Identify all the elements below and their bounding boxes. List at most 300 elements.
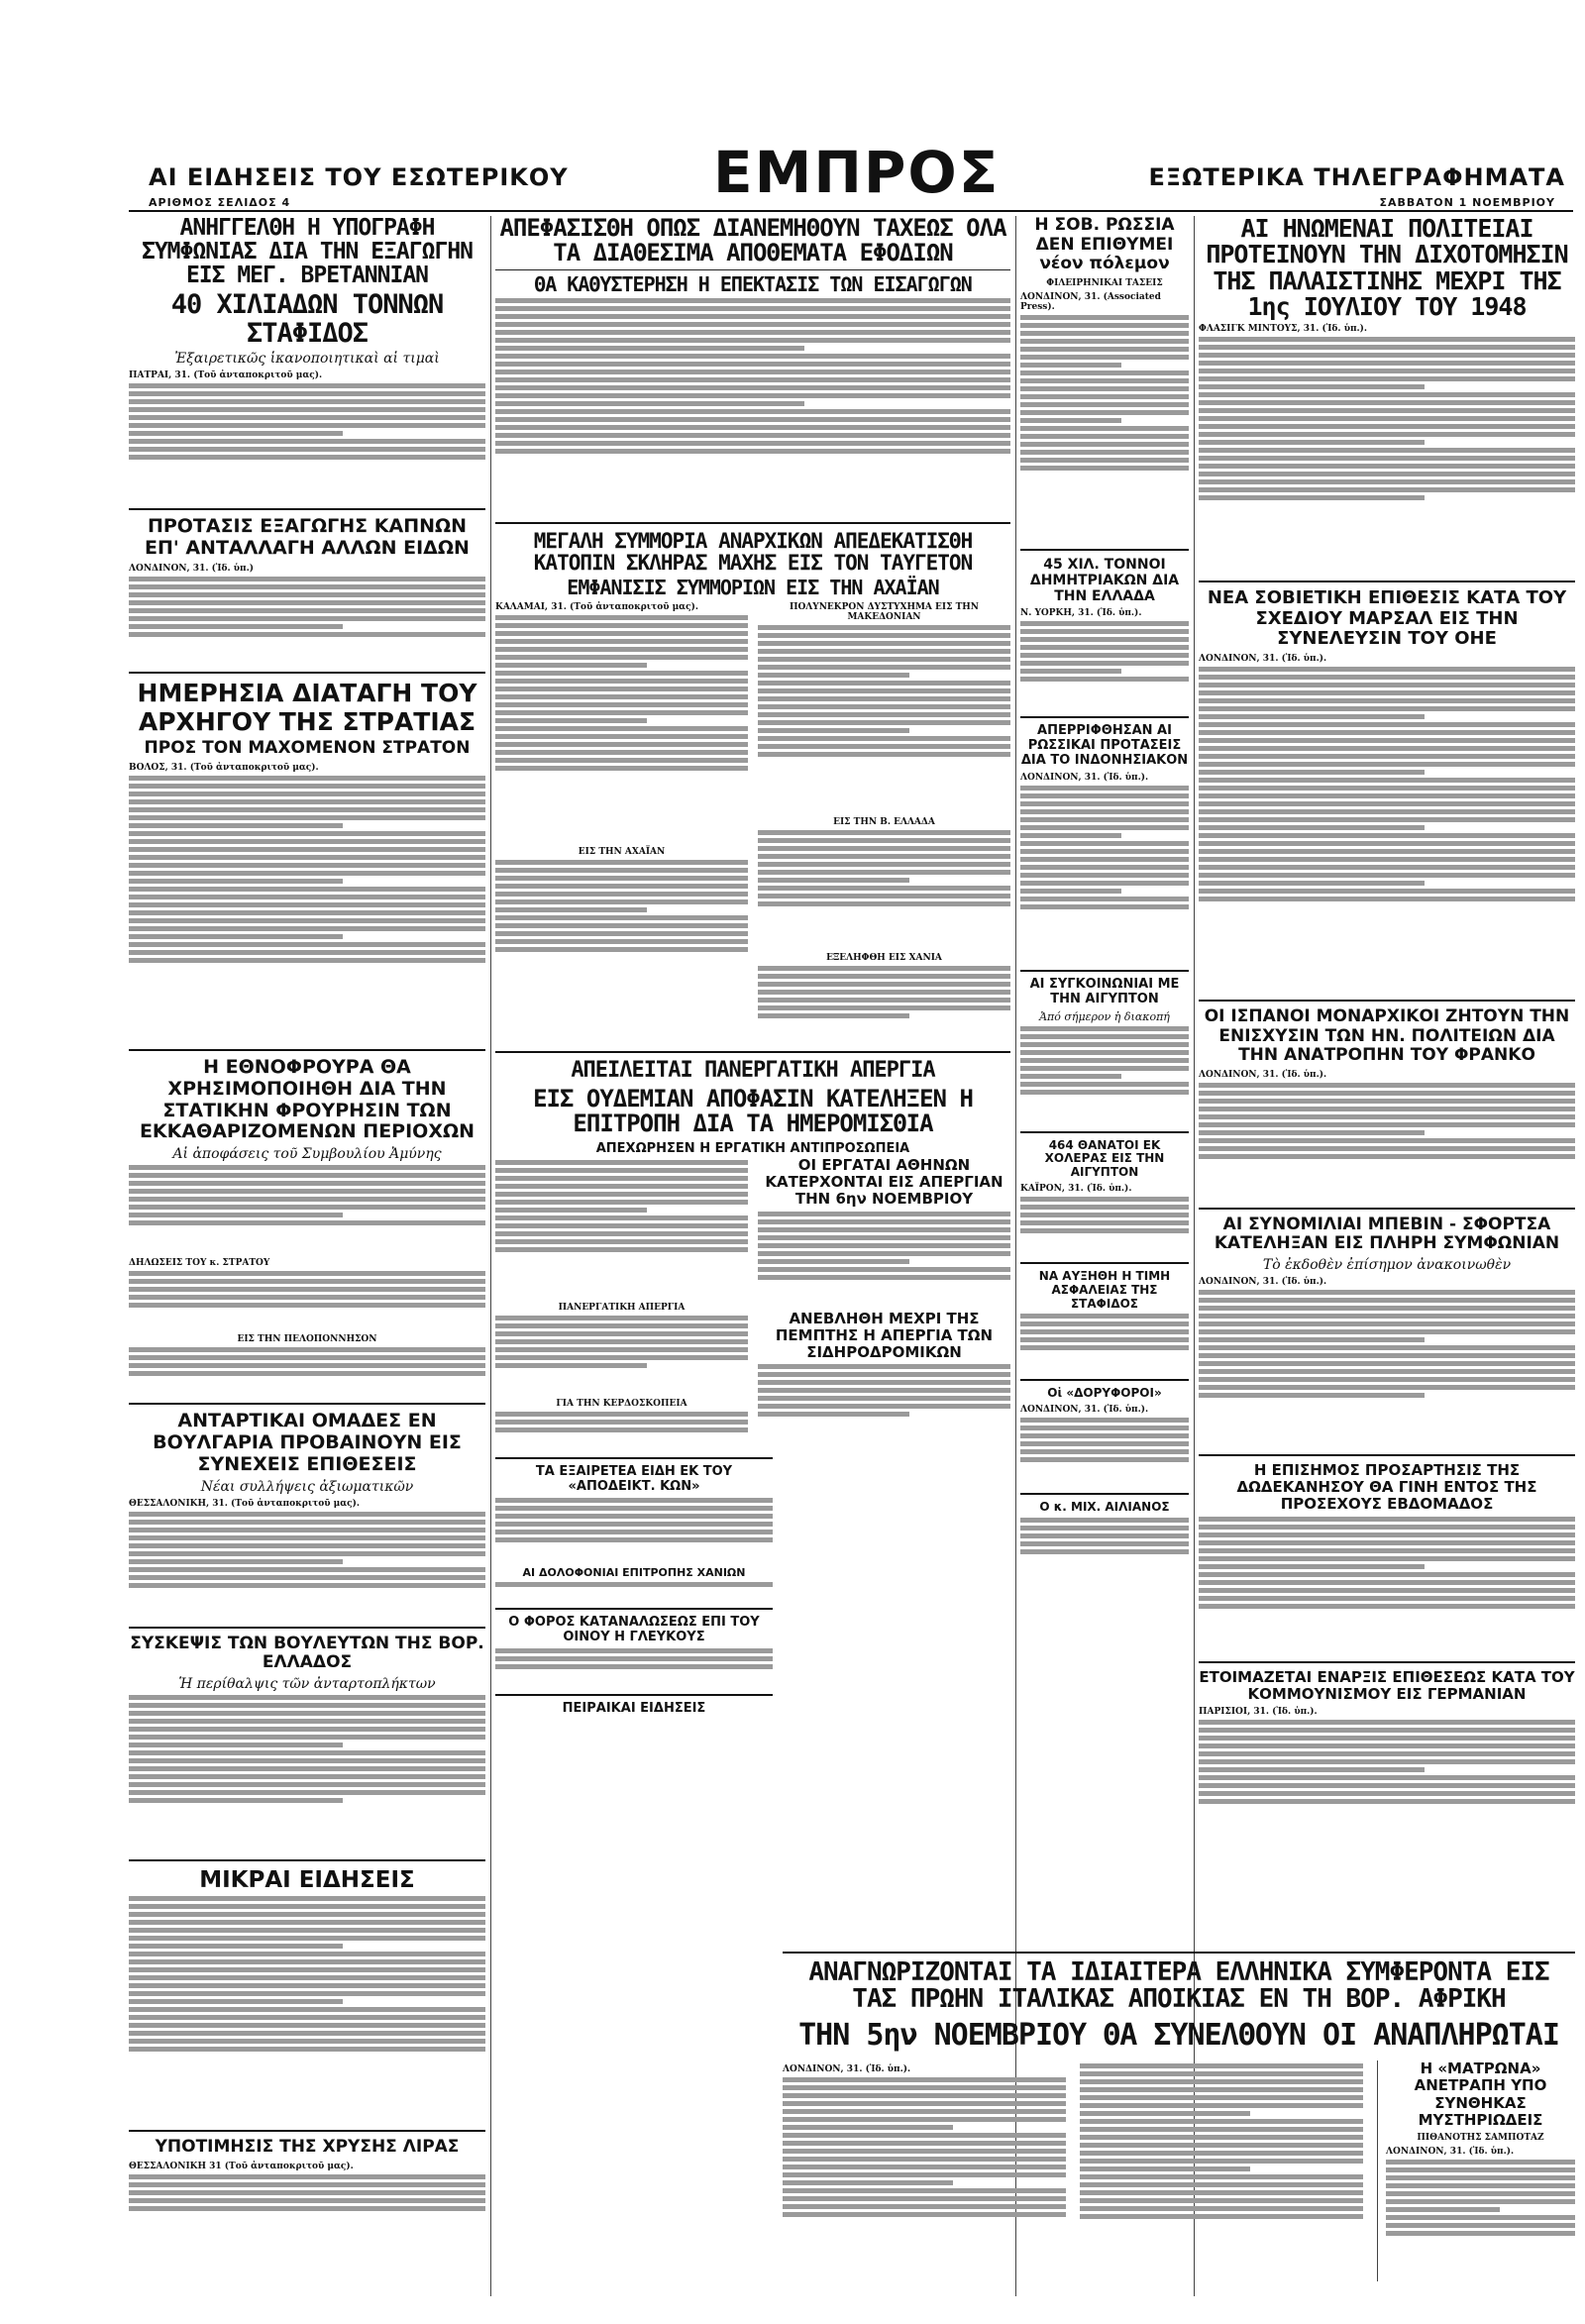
article-headline: 45 ΧΙΛ. ΤΟΝΝΟΙ ΔΗΜΗΤΡΙΑΚΩΝ ΔΙΑ ΤΗΝ ΕΛΛΑΔΑ: [1029, 556, 1180, 604]
text-line: [758, 838, 1010, 843]
article-body-placeholder: [495, 1412, 748, 1451]
article-subhead: Ἡ περίθαλψις τῶν ἀνταρτοπλήκτων: [178, 1675, 436, 1692]
dateline: ΠΑΤΡΑΙ, 31. (Τοῦ ἀνταποκριτοῦ μας).: [129, 370, 323, 381]
text-line: [129, 1271, 485, 1276]
text-line: [1199, 1767, 1425, 1772]
text-line: [129, 799, 485, 804]
text-line: [129, 423, 485, 428]
text-line: [495, 726, 748, 731]
text-line: [129, 807, 485, 812]
text-line: [758, 1243, 1010, 1248]
text-line: [1199, 487, 1575, 492]
text-line: [1386, 2183, 1575, 2188]
article: [1020, 716, 1189, 964]
article-body-placeholder: [1199, 337, 1575, 575]
text-line: [1199, 448, 1575, 453]
article-body-placeholder: [1020, 1314, 1189, 1373]
text-line: [758, 870, 1010, 875]
text-line: [1020, 402, 1189, 407]
text-line: [783, 2196, 1066, 2201]
text-line: [1199, 337, 1575, 342]
text-line: [1020, 339, 1189, 344]
article-headline: ΠΡΟΤΑΣΙΣ ΕΞΑΓΩΓΗΣ ΚΑΠΝΩΝ ΕΠ' ΑΝΤΑΛΛΑΓΗ ΑΛΛΩΝ ΕΙΔΩΝ: [145, 515, 470, 559]
text-line: [129, 584, 485, 589]
text-line: [758, 1364, 1010, 1369]
text-line: [1020, 1197, 1189, 1202]
issue-date: ΣΑΒΒΑΤΟΝ 1 ΝΟΕΜΒΡΙΟΥ: [1379, 196, 1555, 209]
text-line: [1199, 1556, 1575, 1561]
text-line: [1020, 1228, 1189, 1233]
article-body-placeholder: [495, 298, 1010, 516]
text-line: [129, 855, 485, 860]
text-line: [1199, 1114, 1575, 1119]
text-line: [1199, 432, 1575, 437]
article: [129, 672, 485, 1043]
article: [495, 1457, 773, 1717]
article-subhead: Ἐξαιρετικῶς ἱκανοποιητικαὶ αἱ τιμαὶ: [174, 351, 440, 368]
text-line: [1199, 841, 1575, 846]
text-line: [1199, 1377, 1575, 1382]
text-line: [129, 1999, 343, 2004]
text-line: [129, 1975, 485, 1980]
text-line: [129, 926, 485, 931]
text-line: [758, 990, 1010, 995]
text-line: [1080, 2206, 1363, 2211]
text-line: [495, 710, 748, 715]
text-line: [1020, 1526, 1189, 1531]
text-line: [1020, 653, 1189, 658]
column-4: [1199, 216, 1575, 1849]
text-line: [1080, 2214, 1363, 2219]
text-line: [129, 2031, 485, 2036]
text-line: [1020, 621, 1189, 626]
text-line: [495, 417, 1010, 422]
text-line: [129, 592, 485, 597]
text-line: [129, 815, 485, 820]
text-line: [129, 1735, 485, 1740]
text-line: [495, 401, 804, 406]
text-line: [129, 1173, 485, 1178]
text-line: [1199, 1799, 1575, 1804]
text-line: [1020, 1329, 1189, 1334]
article-body-placeholder: [1199, 667, 1575, 994]
text-line: [1080, 2071, 1363, 2076]
text-line: [495, 1316, 748, 1320]
dateline: ΘΕΣΣΑΛΟΝΙΚΗ 31 (Τοῦ ἀνταποκριτοῦ μας).: [129, 2161, 354, 2171]
text-line: [758, 1219, 1010, 1224]
text-line: [129, 1959, 485, 1964]
text-line: [1199, 1525, 1575, 1530]
text-line: [129, 2047, 485, 2052]
subhead: ΕΞΕΛΗΦΘΗ ΕΙΣ ΧΑΝΙΑ: [826, 953, 942, 964]
text-line: [758, 688, 1010, 693]
text-line: [758, 894, 1010, 898]
text-line: [129, 1991, 485, 1996]
text-line: [1199, 1393, 1425, 1398]
article-headline: Ο κ. ΜΙΧ. ΑΙΛΙΑΝΟΣ: [1039, 1500, 1170, 1515]
text-line: [1199, 706, 1575, 711]
text-line: [1199, 897, 1575, 901]
text-line: [129, 1347, 485, 1352]
text-line: [129, 918, 485, 923]
text-line: [1020, 904, 1189, 909]
text-line: [129, 447, 485, 452]
text-line: [1020, 410, 1189, 415]
article-headline: ΘΑ ΚΑΘΥΣΤΕΡΗΣΗ Η ΕΠΕΚΤΑΣΙΣ ΤΩΝ ΕΙΣΑΓΩΓΩΝ: [534, 272, 972, 297]
text-line: [495, 322, 1010, 327]
text-line: [495, 314, 1010, 319]
text-line: [495, 939, 748, 944]
dateline: ΚΑΛΑΜΑΙ, 31. (Τοῦ ἀνταποκριτοῦ μας).: [495, 602, 698, 613]
text-line: [758, 704, 1010, 709]
text-line: [758, 1227, 1010, 1232]
column-1: [129, 216, 485, 2234]
text-line: [1020, 378, 1189, 383]
text-line: [129, 1213, 343, 1217]
text-line: [1386, 2215, 1575, 2220]
text-line: [129, 1928, 485, 1933]
article-headline: ΑΙ ΔΟΛΟΦΟΝΙΑΙ ΕΠΙΤΡΟΠΗΣ ΧΑΝΙΩΝ: [522, 1565, 746, 1579]
text-line: [1199, 801, 1575, 806]
text-line: [1020, 1034, 1189, 1039]
rule: [495, 269, 1010, 270]
text-line: [783, 2212, 1066, 2217]
text-line: [1199, 1604, 1575, 1609]
text-line: [495, 362, 1010, 367]
text-line: [129, 600, 485, 605]
text-line: [495, 623, 748, 628]
article-headline: ΑΝΑΓΝΩΡΙΖΟΝΤΑΙ ΤΑ ΙΔΙΑΙΤΕΡΑ ΕΛΛΗΝΙΚΑ ΣΥΜΦΕΡΟΝΤΑ ΕΙΣ ΤΑΣ ΠΡΩΗΝ ΙΤΑΛΙΚΑΣ ΑΠΟΙΚΙΑΣ ΕΝ ΤΗ ΒΟΡ. ΑΦΡΙΚΗ: [808, 1957, 1549, 2015]
text-line: [495, 1215, 748, 1220]
dateline: ΛΟΝΔΙΝΟΝ, 31. (Associated Press).: [1020, 291, 1161, 312]
text-line: [495, 1427, 748, 1432]
text-line: [1199, 762, 1575, 767]
text-line: [1020, 434, 1189, 439]
text-line: [495, 631, 748, 636]
text-line: [1020, 889, 1121, 894]
text-line: [129, 895, 485, 899]
article-body-placeholder: [1080, 2063, 1363, 2281]
text-line: [495, 1363, 647, 1368]
text-line: [1199, 675, 1575, 680]
text-line: [129, 863, 485, 868]
text-line: [129, 1952, 485, 1956]
text-line: [1020, 1533, 1189, 1538]
text-line: [129, 2023, 485, 2028]
article-headline: ΜΕΓΑΛΗ ΣΥΜΜΟΡΙΑ ΑΝΑΡΧΙΚΩΝ ΑΠΕΔΕΚΑΤΙΣΘΗ ΚΑΤΟΠΙΝ ΣΚΛΗΡΑΣ ΜΑΧΗΣ ΕΙΣ ΤΟΝ ΤΑΥΓΕΤΟΝ: [533, 529, 973, 576]
text-line: [758, 728, 909, 733]
text-line: [495, 1506, 773, 1511]
article-body-placeholder: [758, 1212, 1010, 1311]
text-line: [1199, 495, 1425, 500]
text-line: [129, 1205, 485, 1210]
article: [1020, 1131, 1189, 1256]
article-headline: ΕΤΟΙΜΑΖΕΤΑΙ ΕΝΑΡΞΙΣ ΕΠΙΘΕΣΕΩΣ ΚΑΤΑ ΤΟΥ ΚΟΜΜΟΥΝΙΣΜΟΥ ΕΙΣ ΓΕΡΜΑΝΙΑΝ: [1199, 1667, 1575, 1703]
text-line: [495, 1412, 748, 1417]
dateline: ΛΟΝΔΙΝΟΝ, 31. (Ἰδ. ὑπ.).: [1386, 2147, 1515, 2158]
article-headline: ΕΙΣ ΟΥΔΕΜΙΑΝ ΑΠΟΦΑΣΙΝ ΚΑΤΕΛΗΞΕΝ Η ΕΠΙΤΡΟΠΗ ΔΙΑ ΤΑ ΗΜΕΡΟΜΙΣΘΙΑ: [533, 1084, 973, 1137]
text-line: [129, 2206, 485, 2211]
text-line: [129, 1758, 485, 1763]
text-line: [495, 1247, 748, 1252]
text-line: [783, 2101, 1066, 2106]
text-line: [495, 449, 1010, 454]
text-line: [129, 1363, 485, 1368]
article-headline: Ο ΦΟΡΟΣ ΚΑΤΑΝΑΛΩΣΕΩΣ ΕΠΙ ΤΟΥ ΟΙΝΟΥ Η ΓΛΕΥΚΟΥΣ: [508, 1615, 760, 1645]
article-subhead: ΦΙΛΕΙΡΗΝΙΚΑΙ ΤΑΣΕΙΣ: [1046, 277, 1163, 288]
text-line: [1020, 897, 1189, 901]
text-line: [1199, 416, 1575, 421]
text-line: [1020, 1314, 1189, 1319]
text-line: [758, 681, 1010, 686]
article-subhead: ΠΙΘΑΝΟΤΗΣ ΣΑΜΠΟΤΑΖ: [1417, 2133, 1544, 2144]
text-line: [129, 1920, 485, 1925]
article-body-placeholder: [495, 1316, 748, 1395]
article: [1199, 1208, 1575, 1448]
text-line: [495, 1420, 748, 1425]
text-line: [129, 1743, 343, 1747]
text-line: [129, 1944, 343, 1949]
text-line: [1199, 690, 1575, 695]
text-line: [129, 902, 485, 907]
text-line: [495, 923, 748, 928]
article: [1199, 1661, 1575, 1849]
article-body-placeholder: [129, 776, 485, 1043]
article-headline: ΑΠΕΦΑΣΙΣΘΗ ΟΠΩΣ ΔΙΑΝΕΜΗΘΟΥΝ ΤΑΧΕΩΣ ΟΛΑ ΤΑ ΔΙΑΘΕΣΙΜΑ ΑΠΟΘΕΜΑΤΑ ΕΦΟΔΙΩΝ: [499, 216, 1006, 267]
subhead: ΠΑΝΕΡΓΑΤΙΚΗ ΑΠΕΡΓΙΑ: [558, 1302, 686, 1313]
text-line: [129, 431, 343, 436]
text-line: [129, 439, 485, 444]
text-line: [1020, 833, 1121, 838]
text-line: [783, 2077, 1066, 2082]
text-line: [1199, 714, 1425, 719]
text-line: [129, 2182, 485, 2187]
text-line: [129, 1774, 485, 1779]
article: [495, 522, 1010, 1045]
text-line: [129, 1520, 485, 1525]
text-line: [129, 1567, 485, 1572]
text-line: [1020, 677, 1189, 682]
text-line: [1199, 817, 1575, 822]
article-headline: Η ΕΘΝΟΦΡΟΥΡΑ ΘΑ ΧΡΗΣΙΜΟΠΟΙΗΘΗ ΔΙΑ ΤΗΝ ΣΤΑΤΙΚΗΝ ΦΡΟΥΡΗΣΙΝ ΤΩΝ ΕΚΚΑΘΑΡΙΖΟΜΕΝΩΝ ΠΕΡΙΟΧΩΝ: [139, 1055, 476, 1143]
text-line: [495, 385, 1010, 390]
text-line: [495, 766, 748, 771]
text-line: [758, 720, 1010, 725]
text-line: [129, 942, 485, 947]
text-line: [1199, 1361, 1575, 1366]
article-body-placeholder: [129, 1695, 485, 1853]
article-body-placeholder: [758, 1364, 1010, 1443]
text-line: [783, 2109, 1066, 2114]
text-line: [495, 931, 748, 936]
text-line: [495, 687, 748, 691]
text-line: [1199, 1099, 1575, 1104]
article-body-placeholder: [1199, 1720, 1575, 1849]
text-line: [129, 1189, 485, 1194]
text-line: [129, 1727, 485, 1732]
text-line: [1199, 1138, 1575, 1143]
article-headline: ΑΠΕΡΡΙΦΘΗΣΑΝ ΑΙ ΡΩΣΣΙΚΑΙ ΠΡΟΤΑΣΕΙΣ ΔΙΑ ΤΟ ΙΝΔΟΝΗΣΙΑΚΟΝ: [1020, 722, 1189, 768]
text-line: [1020, 1337, 1189, 1342]
text-line: [1199, 1385, 1575, 1390]
text-line: [1020, 793, 1189, 798]
text-line: [758, 854, 1010, 859]
text-line: [1080, 2190, 1363, 2195]
text-line: [129, 1528, 485, 1532]
article-headline: 40 ΧΙΛΙΑΔΩΝ ΤΟΝΝΩΝ ΣΤΑΦΙΔΟΣ: [170, 289, 444, 349]
article-headline: ΑΙ ΣΥΝΟΜΙΛΙΑΙ ΜΠΕΒΙΝ - ΣΦΟΡΤΣΑ ΚΑΤΕΛΗΞΑΝ ΕΙΣ ΠΛΗΡΗ ΣΥΜΦΩΝΙΑΝ: [1214, 1214, 1560, 1254]
article-body-placeholder: [129, 1512, 485, 1621]
section-title-right: ΕΞΩΤΕΡΙΚΑ ΤΗΛΕΓΡΑΦΗΜΑΤΑ: [1148, 163, 1565, 191]
text-line: [495, 1208, 647, 1213]
text-line: [129, 2015, 485, 2020]
text-line: [1020, 426, 1189, 431]
article-body-placeholder: [495, 860, 748, 999]
article: [1199, 1000, 1575, 1202]
text-line: [495, 1331, 748, 1336]
text-line: [758, 1275, 1010, 1280]
newspaper-logo: ΕΜΠΡΟΣ: [713, 139, 1001, 206]
text-line: [758, 998, 1010, 1003]
text-line: [129, 839, 485, 844]
text-line: [1199, 857, 1575, 862]
text-line: [495, 1192, 748, 1197]
text-line: [1080, 2103, 1363, 2108]
article-headline: ΤΗΝ 5ην ΝΟΕΜΒΡΙΟΥ ΘΑ ΣΥΝΕΛΘΟΥΝ ΟΙ ΑΝΑΠΛΗΡΩΤΑΙ: [798, 2017, 1559, 2053]
text-line: [495, 298, 1010, 303]
text-line: [1020, 1457, 1189, 1462]
article-subhead: Ἀπό σήμερον ἡ διακοπή: [1039, 1009, 1170, 1023]
subhead: ΕΙΣ ΤΗΝ Β. ΕΛΛΑΔΑ: [833, 817, 935, 828]
text-line: [1020, 1042, 1189, 1047]
article: [1020, 549, 1189, 710]
text-line: [129, 823, 343, 828]
article-headline: ΟΙ ΙΣΠΑΝΟΙ ΜΟΝΑΡΧΙΚΟΙ ΖΗΤΟΥΝ ΤΗΝ ΕΝΙΣΧΥΣΙΝ ΤΩΝ ΗΝ. ΠΟΛΙΤΕΙΩΝ ΔΙΑ ΤΗΝ ΑΝΑΤΡΟΠΗΝ ΤΟΥ ΦΡΑΝΚΟ: [1204, 1006, 1570, 1066]
text-line: [1080, 2166, 1250, 2171]
text-line: [1080, 2063, 1363, 2068]
article: [1020, 1262, 1189, 1373]
text-line: [1199, 770, 1425, 775]
text-line: [758, 966, 1010, 971]
text-line: [495, 655, 748, 660]
subhead: ΔΗΛΩΣΕΙΣ ΤΟΥ κ. ΣΤΡΑΤΟΥ: [129, 1258, 270, 1269]
text-line: [758, 1005, 1010, 1010]
text-line: [495, 884, 748, 889]
text-line: [1020, 1220, 1189, 1225]
text-line: [783, 2117, 1066, 2122]
text-line: [129, 1303, 485, 1308]
text-line: [1020, 637, 1189, 642]
text-line: [129, 383, 485, 388]
dateline: ΛΟΝΔΙΝΟΝ, 31. (Ἰδ. ὑπ.).: [1199, 654, 1327, 665]
text-line: [495, 441, 1010, 446]
text-line: [783, 2204, 1066, 2209]
text-line: [1020, 841, 1189, 846]
text-line: [129, 1798, 343, 1803]
text-line: [1020, 1074, 1121, 1079]
article-headline: ΑΙ ΣΥΓΚΟΙΝΩΝΙΑΙ ΜΕ ΤΗΝ ΑΙΓΥΠΤΟΝ: [1029, 976, 1180, 1006]
text-line: [495, 377, 1010, 382]
dateline: ΦΛΑΣΙΓΚ ΜΙΝΤΟΥΣ, 31. (Ἰδ. ὑπ.).: [1199, 324, 1368, 334]
text-line: [129, 415, 485, 420]
article-headline: ΕΜΦΑΝΙΣΙΣ ΣΥΜΜΟΡΙΩΝ ΕΙΣ ΤΗΝ ΑΧΑΪΑΝ: [567, 576, 939, 600]
text-line: [129, 958, 485, 963]
text-line: [1020, 442, 1189, 447]
article-headline: 464 ΘΑΝΑΤΟΙ ΕΚ ΧΟΛΕΡΑΣ ΕΙΣ ΤΗΝ ΑΙΓΥΠΤΟΝ: [1044, 1137, 1165, 1180]
text-line: [1020, 1050, 1189, 1055]
text-line: [1199, 1540, 1575, 1545]
dateline: Ν. ΥΟΡΚΗ, 31. (Ἰδ. ὑπ.).: [1020, 607, 1142, 618]
text-line: [129, 871, 485, 876]
text-line: [129, 1551, 485, 1556]
article-headline: ΣΥΣΚΕΨΙΣ ΤΩΝ ΒΟΥΛΕΥΤΩΝ ΤΗΣ ΒΟΡ. ΕΛΛΑΔΟΣ: [130, 1633, 484, 1673]
text-line: [495, 742, 748, 747]
text-line: [1020, 801, 1189, 806]
text-line: [1199, 392, 1575, 397]
text-line: [495, 409, 1010, 414]
article: [1199, 581, 1575, 994]
article-headline: ΜΙΚΡΑΙ ΕΙΔΗΣΕΙΣ: [199, 1866, 415, 1893]
text-line: [1020, 1066, 1189, 1071]
article-body-placeholder: [495, 1160, 748, 1299]
masthead: [0, 0, 1585, 228]
text-line: [129, 847, 485, 852]
text-line: [495, 907, 647, 912]
text-line: [1386, 2231, 1575, 2236]
text-line: [758, 1251, 1010, 1256]
article: [1020, 1379, 1189, 1487]
article-headline: ΑΝΤΑΡΤΙΚΑΙ ΟΜΑΔΕΣ ΕΝ ΒΟΥΛΓΑΡΙΑ ΠΡΟΒΑΙΝΟΥΝ ΕΙΣ ΣΥΝΕΧΕΙΣ ΕΠΙΘΕΣΕΙΣ: [153, 1410, 462, 1475]
text-line: [1020, 873, 1189, 878]
text-line: [1199, 683, 1575, 687]
article-headline: ΥΠΟΤΙΜΗΣΙΣ ΤΗΣ ΧΡΥΣΗΣ ΛΙΡΑΣ: [155, 2137, 460, 2158]
text-line: [129, 1719, 485, 1724]
text-line: [1199, 369, 1575, 373]
text-line: [129, 1967, 485, 1972]
article-headline: Η «ΜΑΤΡΩΝΑ» ΑΝΕΤΡΑΠΗ ΥΠΟ ΣΥΝΘΗΚΑΣ ΜΥΣΤΗΡΙΩΔΕΙΣ: [1414, 2060, 1547, 2129]
article: [1199, 1454, 1575, 1655]
text-line: [495, 758, 748, 763]
text-line: [495, 679, 748, 684]
text-line: [1199, 730, 1575, 735]
dateline: ΒΟΛΟΣ, 31. (Τοῦ ἀνταποκριτοῦ μας).: [129, 762, 319, 773]
article-body-placeholder: [495, 1498, 773, 1567]
text-line: [129, 2190, 485, 2195]
text-line: [1020, 1418, 1189, 1423]
text-line: [129, 1535, 485, 1540]
text-line: [129, 784, 485, 789]
text-line: [1199, 1107, 1575, 1111]
text-line: [129, 910, 485, 915]
article: [129, 508, 485, 666]
article-body-placeholder: [758, 830, 1010, 949]
article-subhead: Αἱ ἀποφάσεις τοῦ Συμβουλίου Ἀμύνης: [172, 1146, 442, 1163]
text-line: [1020, 1058, 1189, 1063]
dateline: ΛΟΝΔΙΝΟΝ, 31. (Ἰδ. ὑπ.): [129, 563, 255, 574]
article-body-placeholder: [129, 2174, 485, 2234]
text-line: [495, 346, 804, 351]
text-line: [495, 370, 1010, 374]
text-line: [1080, 2182, 1363, 2187]
article-subhead: Τὸ ἐκδοθὲν ἐπίσημον ἀνακοινωθὲν: [1262, 1256, 1512, 1273]
text-line: [129, 1703, 485, 1708]
article-headline: Η ΣΟΒ. ΡΩΣΣΙΑ ΔΕΝ ΕΠΙΘΥΜΕΙ νέον πόλεμον: [1034, 216, 1175, 274]
article: [1020, 1493, 1189, 1577]
text-line: [1199, 1345, 1575, 1350]
text-line: [495, 750, 748, 755]
text-line: [1199, 1743, 1575, 1748]
article-headline: ΑΠΕΙΛΕΙΤΑΙ ΠΑΝΕΡΓΑΤΙΚΗ ΑΠΕΡΓΙΑ: [571, 1058, 935, 1084]
